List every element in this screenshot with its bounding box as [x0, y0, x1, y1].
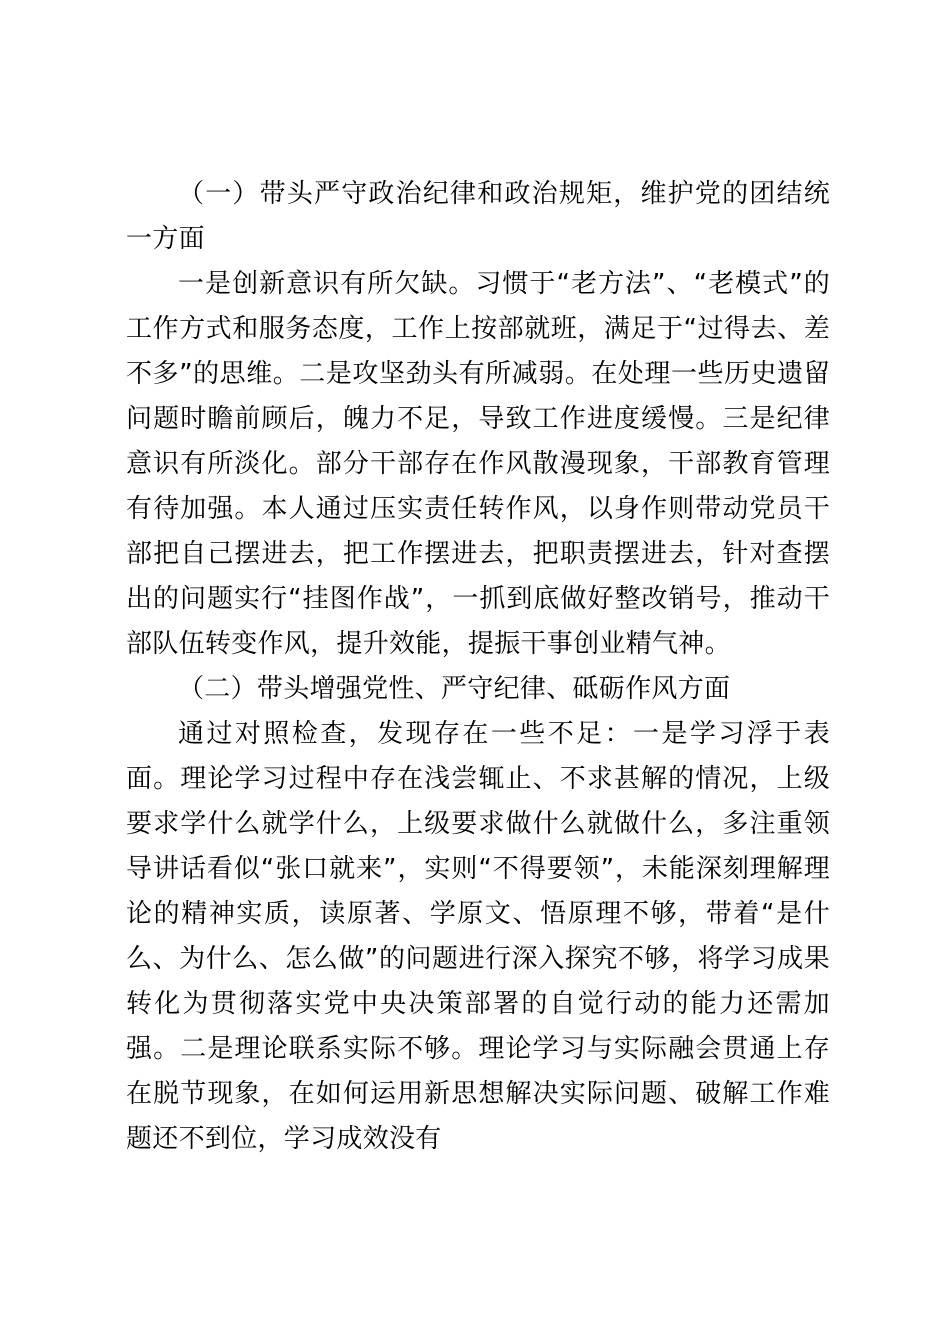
document-page — [126, 172, 830, 1162]
section-heading-2: （二）带头增强党性、严守纪律、砥砺作风方面 — [178, 674, 731, 704]
body-paragraph-2: 通过对照检查，发现存在一些不足：一是学习浮于表面。理论学习过程中存在浅尝辄止、不求甚解的情况，上级要求学什么就学什么，上级要求做什么就做什么，多注重领导讲话看似“张口就来”，实则“不得要领”，未能深刻理解理论的精神实质，读原著、学原文、悟原理不够，带着“是什么、为什么、怎么做”的问题进行深入探究不够，将学习成果转化为贯彻落实党中央决策部署的自觉行动的能力还需加强。二是理论联系实际不够。理论学习与实际融会贯通上存在脱节现象，在如何运用新思想解决实际问题、破解工作难题还不到位，学习成效没有 — [126, 719, 830, 1154]
section-heading-1: （一）带头严守政治纪律和政治规矩，维护党的团结统一方面 — [126, 179, 830, 254]
body-paragraph-1: 一是创新意识有所欠缺。习惯于“老方法”、“老模式”的工作方式和服务态度，工作上按部就班，满足于“过得去、差不多”的思维。二是攻坚劲头有所减弱。在处理一些历史遗留问题时瞻前顾后，魄力不足，导致工作进度缓慢。三是纪律意识有所淡化。部分干部存在作风散漫现象，干部教育管理有待加强。本人通过压实责任转作风，以身作则带动党员干部把自己摆进去，把工作摆进去，把职责摆进去，针对查摆出的问题实行“挂图作战”，一抓到底做好整改销号，推动干部队伍转变作风，提升效能，提振干事创业精气神。 — [126, 269, 830, 659]
